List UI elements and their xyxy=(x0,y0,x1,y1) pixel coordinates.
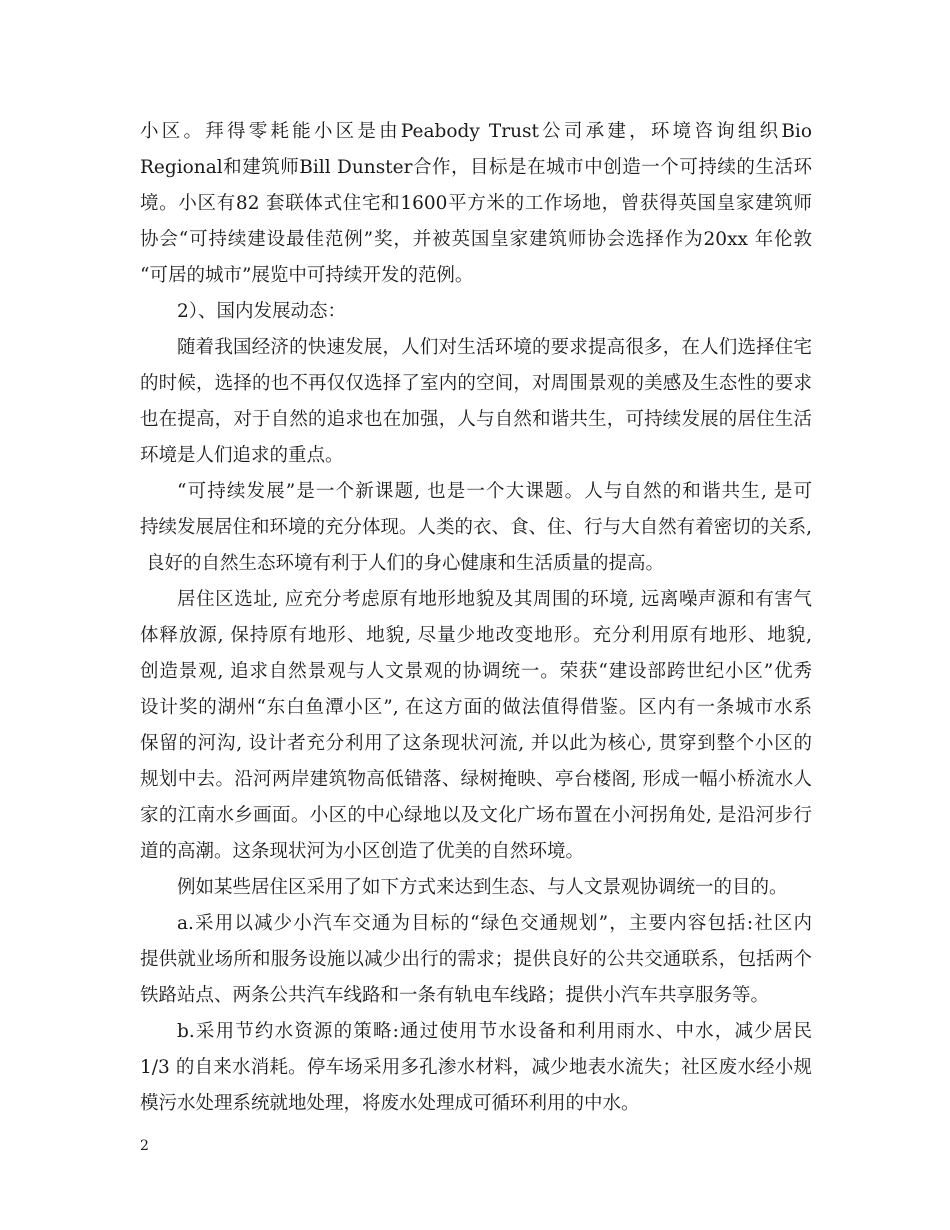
body-text-line: 持续发展居住和环境的充分体现。人类的衣、食、住、行与大自然有着密切的关系, xyxy=(140,517,812,538)
body-text-line: 小区。拜得零耗能小区是由Peabody Trust公司承建，环境咨询组织Bio xyxy=(140,121,812,142)
body-text-line: 提供就业场所和服务设施以减少出行的需求；提供良好的公共交通联系，包括两个 xyxy=(140,949,812,970)
body-text-line: 道的高潮。这条现状河为小区创造了优美的自然环境。 xyxy=(140,841,585,862)
body-text-line: 境。小区有82 套联体式住宅和1600平方米的工作场地，曾获得英国皇家建筑师 xyxy=(140,193,812,214)
body-text-line: 良好的自然生态环境有利于人们的身心健康和生活质量的提高。 xyxy=(146,553,665,574)
body-text-line: 居住区选址, 应充分考虑原有地形地貌及其周围的环境, 远离噪声源和有害气 xyxy=(177,589,812,610)
body-text-line: 设计奖的湖州“东白鱼潭小区”, 在这方面的做法值得借鉴。区内有一条城市水系 xyxy=(140,697,812,718)
body-text-line: b.采用节约水资源的策略:通过使用节水设备和利用雨水、中水，减少居民 xyxy=(177,1021,812,1042)
body-text-line: Regional和建筑师Bill Dunster合作，目标是在城市中创造一个可持续的生活环 xyxy=(140,157,812,178)
body-text-line: 规划中去。沿河两岸建筑物高低错落、绿树掩映、亭台楼阁, 形成一幅小桥流水人 xyxy=(140,769,812,790)
body-text-line: “可持续发展”是一个新课题, 也是一个大课题。人与自然的和谐共生, 是可 xyxy=(177,481,812,502)
body-text-line: a.采用以减少小汽车交通为目标的“绿色交通规划”，主要内容包括:社区内 xyxy=(177,913,812,934)
body-text-line: 协会“可持续建设最佳范例”奖，并被英国皇家建筑师协会选择作为20xx 年伦敦 xyxy=(140,229,812,250)
body-text-line: “可居的城市”展览中可持续开发的范例。 xyxy=(140,265,474,286)
document-body xyxy=(140,114,812,1122)
body-text-line: 铁路站点、两条公共汽车线路和一条有轨电车线路；提供小汽车共享服务等。 xyxy=(140,985,770,1006)
body-text-line: 家的江南水乡画面。小区的中心绿地以及文化广场布置在小河拐角处, 是沿河步行 xyxy=(140,805,812,826)
body-text-line: 保留的河沟, 设计者充分利用了这条现状河流, 并以此为核心, 贯穿到整个小区的 xyxy=(140,733,812,754)
body-text-line: 体释放源, 保持原有地形、地貌, 尽量少地改变地形。充分利用原有地形、地貌, xyxy=(140,625,812,646)
body-text-line: 模污水处理系统就地处理，将废水处理成可循环利用的中水。 xyxy=(140,1093,640,1114)
body-text-line: 环境是人们追求的重点。 xyxy=(140,445,344,466)
body-text-line: 的时候，选择的也不再仅仅选择了室内的空间，对周围景观的美感及生态性的要求 xyxy=(140,373,812,394)
section-heading: 2）、国内发展动态： xyxy=(177,301,347,322)
page-number: 2 xyxy=(140,1138,149,1154)
body-text-line: 随着我国经济的快速发展，人们对生活环境的要求提高很多，在人们选择住宅 xyxy=(177,337,812,358)
body-text-line: 创造景观, 追求自然景观与人文景观的协调统一。荣获“建设部跨世纪小区”优秀 xyxy=(140,661,812,682)
body-text-line: 1/3 的自来水消耗。停车场采用多孔渗水材料，减少地表水流失；社区废水经小规 xyxy=(140,1057,812,1078)
body-text-line: 例如某些居住区采用了如下方式来达到生态、与人文景观协调统一的目的。 xyxy=(177,877,788,898)
body-text-line: 也在提高，对于自然的追求也在加强，人与自然和谐共生，可持续发展的居住生活 xyxy=(140,409,812,430)
